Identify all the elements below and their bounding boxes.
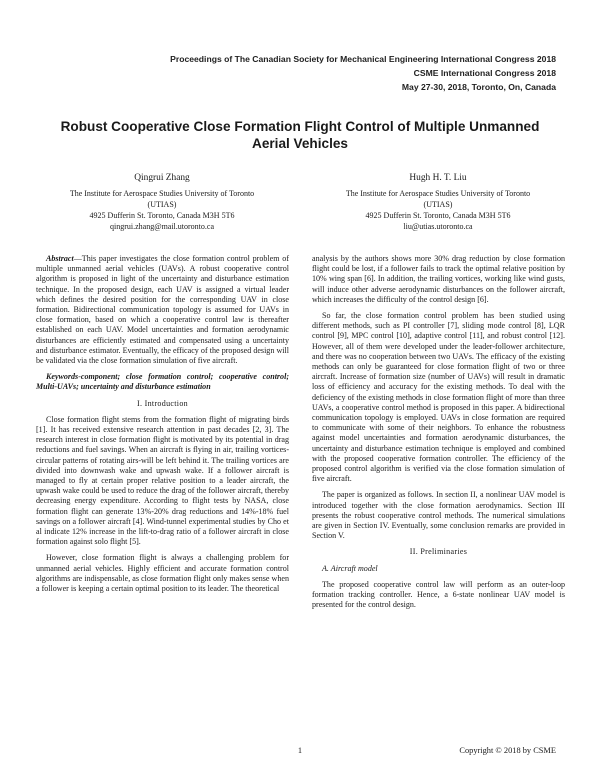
conference-header-line2: CSME International Congress 2018 (413, 68, 556, 78)
conference-header-line3: May 27-30, 2018, Toronto, On, Canada (401, 82, 556, 92)
author-name: Qingrui Zhang (134, 173, 190, 183)
paper-title (0, 118, 600, 152)
keywords-paragraph (36, 372, 289, 392)
left-column (36, 254, 289, 600)
paper-title-line2: Aerial Vehicles (252, 136, 348, 151)
author-address: 4925 Dufferin St. Toronto, Canada M3H 5T6 (365, 211, 511, 220)
page-number: 1 (297, 746, 303, 755)
abstract-paragraph (36, 254, 289, 366)
intro-paragraph-2-continued: analysis by the authors shows more 30% drag reduction by close formation flight could be lost, if a follower fails to track the optimal relative position by 10% wing span [6]. In addition, the trailing vortices, working like wind gusts, will induce other adverse aerodynamic disturbances on the follower aircraft, which increases the difficulty of the control design [6]. (312, 254, 565, 304)
keywords-text: close formation control; cooperative control; Multi-UAVs; uncertainty and disturbance estimation (36, 372, 289, 392)
author-block-2 (312, 172, 564, 232)
section-heading-preliminaries: II. Preliminaries (409, 547, 468, 557)
keywords-label: Keywords-component; (46, 372, 121, 382)
intro-paragraph-2: However, close formation flight is always a challenging problem for unmanned aerial vehicles. Highly efficient and accurate formation control algorithms are indispensable, as close formation flight only makes sense when a follower is keeping a certain optimal position to its leader. The theoretical (36, 553, 289, 594)
author-affiliation-abbr: (UTIAS) (423, 200, 453, 209)
intro-paragraph-4: The paper is organized as follows. In section II, a nonlinear UAV model is introduced together with the close formation aerodynamics. Section III presents the robust cooperative control methods. The numerical simulations are given in Section IV. Eventually, some conclusion remarks are provided in Section V. (312, 490, 565, 541)
author-affiliation: The Institute for Aerospace Studies University of Toronto (69, 189, 255, 198)
conference-header-line1: Proceedings of The Canadian Society for Mechanical Engineering International Congress 2018 (170, 54, 556, 64)
author-affiliation: The Institute for Aerospace Studies University of Toronto (345, 189, 531, 198)
author-email: liu@utias.utoronto.ca (403, 222, 473, 231)
author-block-1 (36, 172, 288, 232)
right-column (312, 254, 565, 617)
paper-title-line1: Robust Cooperative Close Formation Flight Control of Multiple Unmanned (60, 119, 540, 134)
abstract-label: Abstract (46, 254, 74, 263)
abstract-text: —This paper investigates the close formation control problem of multiple unmanned aerial vehicles (UAVs). A robust cooperative control algorithm is proposed in light of the uncertainty and disturbance estimation technique. In the proposed design, each UAV is assigned a virtual leader which defines the desired position for the corresponding UAV in close formation. Bidirectional communication topology is assumed for UAVs in close formation, based on which a cooperative control law is thereafter established on each UAV. Model uncertainties and formation aerodynamic disturbances are efficiently estimated and compensated using a uncertainty and disturbance estimator. Eventually, the efficacy of the proposed design will be validated via the close formation simulation of five aircraft. (36, 254, 289, 366)
author-affiliation-abbr: (UTIAS) (147, 200, 177, 209)
intro-paragraph-1: Close formation flight stems from the formation flight of migrating birds [1]. It has received extensive research attention in past decades [2, 3]. The research interest in close formation flight is motivated by its potential in drag reductions and fuel savings. When an aircraft is flying in air, trailing vortices-circular patterns of rotating airs-will be left behind it. The trailing vortices are divided into downwash wake and upwash wake. If a follower aircraft is managed to fly at certain proper relative position to a leader aircraft, the upwash wake could be used to reduce the drag of the follower aircraft, thereby decreasing energy expenditure. According to flight tests by NASA, close formation flight can generate 13%-20% drag reductions and 14%-18% fuel savings on a follower aircraft [4]. Wind-tunnel experimental studies by Cho et al indicate 12% increase in the lift-to-drag ratio of a follower aircraft in close formation against solo flight [5]. (36, 414, 289, 547)
preliminaries-paragraph-1: The proposed cooperative control law will perform as an outer-loop formation tracking controller. Hence, a 6-state nonlinear UAV model is presented for the control design. (312, 579, 565, 610)
author-email: qingrui.zhang@mail.utoronto.ca (109, 222, 214, 231)
subsection-heading-aircraft-model: A. Aircraft model (322, 563, 378, 573)
copyright-notice: Copyright © 2018 by CSME (459, 746, 556, 755)
section-heading-introduction: I. Introduction (137, 398, 188, 408)
intro-paragraph-3: So far, the close formation control problem has been studied using different methods, such as PI controller [7], sliding mode control [8], LQR control [9], MPC control [10], adaptive control [11], and robust control [12]. However, all of them were developed under the leader-follower architecture, and there was no cooperation between two UAVs. The efficacy of the existing methods can only be guaranteed for close formation flight of two or three aircraft. Increase of formation size (number of UAVs) will result in dramatic loss of efficiency and accuracy for the existing methods. To deal with the deficiency of the existing methods in close formation flight of more than three UAVs, a cooperative control method is proposed in this paper. A bidirectional communication topology is employed. UAVs in close formation are required to communicate with some of their neighbors. To enhance the robustness against model uncertainties and formation aerodynamic disturbances, the uncertainty and disturbance estimation technique is employed and combined with the proposed cooperative formation controller. The efficiency of the proposed control algorithm is verified via the close formation simulation of five aircraft. (312, 311, 565, 484)
author-name: Hugh H. T. Liu (409, 173, 467, 183)
author-address: 4925 Dufferin St. Toronto, Canada M3H 5T6 (89, 211, 235, 220)
